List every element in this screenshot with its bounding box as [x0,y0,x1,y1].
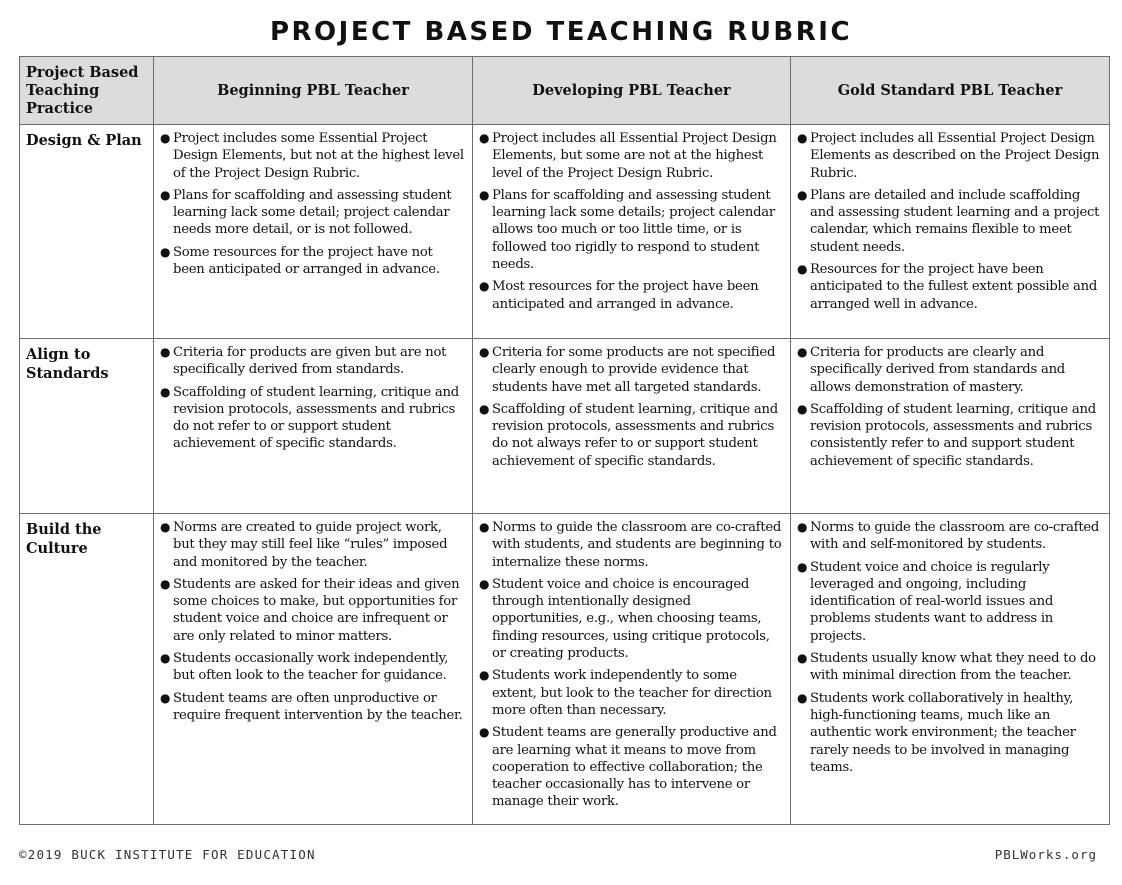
row-header-build-culture: Build the Culture [20,514,154,825]
list-item: ● Some resources for the project have not been anticipated or arranged in advance. [160,244,440,278]
list-item: ● Student voice and choice is encouraged through intentionally designed opportunities, e.g., when choosing teams, finding resources, using critique protocols, or creating products. [479,576,770,662]
cell-design-plan-developing [473,125,791,339]
cell-align-standards-beginning [154,339,473,514]
header-row [20,57,1110,125]
row-header-design-plan: Design & Plan [20,125,154,339]
list-item: ● Most resources for the project have been anticipated and arranged in advance. [479,279,759,312]
list-item: ● Scaffolding of student learning, critique and revision protocols, assessments and rubrics do not refer to or support student achievement of specific standards. [160,384,459,452]
list-item: ● Norms to guide the classroom are co-crafted with and self-monitored by students. [797,520,1100,553]
list-item: ● Criteria for products are clearly and specifically derived from standards and allows demonstration of mastery. [797,345,1065,395]
list-item: ● Plans are detailed and include scaffolding and assessing student learning and a project calendar, which remains flexible to meet student needs. [797,187,1100,255]
header-gold-standard: Gold Standard PBL Teacher [791,57,1110,125]
list-item: ● Student voice and choice is regularly leveraged and ongoing, including identification of real-world issues and problems students want to address in projects. [797,559,1054,644]
list-item: ● Project includes all Essential Project Design Elements as described on the Project Design Rubric. [797,131,1100,181]
list-item: ● Resources for the project have been anticipated to the fullest extent possible and arranged well in advance. [797,262,1098,312]
list-item: ● Scaffolding of student learning, critique and revision protocols, assessments and rubrics consistently refer to and support student achievement of specific standards. [797,401,1096,469]
list-item: ● Criteria for some products are not specified clearly enough to provide evidence that students have met all targeted standards. [479,345,776,395]
list-item: ● Student teams are generally productive and are learning what it means to move from cooperation to effective collaboration; the teacher occasionally has to intervene or manage their work. [479,725,777,810]
cell-align-standards-gold [791,339,1110,514]
list-item: ● Students work collaboratively in healthy, high-functioning teams, much like an authentic work environment; the teacher rarely needs to be involved in managing teams. [797,690,1076,775]
cell-align-standards-developing [473,339,791,514]
list-item: ● Student teams are often unproductive or require frequent intervention by the teacher. [160,690,463,723]
table-row [20,125,1110,339]
rubric-table [19,56,1110,825]
cell-build-culture-beginning [154,514,473,825]
list-item: ● Plans for scaffolding and assessing student learning lack some details; project calendar allows too much or too little time, or is followed too rigidly to respond to student needs. [479,187,775,273]
header-practice: Project Based Teaching Practice [20,57,154,125]
list-item: ● Students occasionally work independently, but often look to the teacher for guidance. [160,651,449,684]
list-item: ● Students usually know what they need to do with minimal direction from the teacher. [797,651,1096,684]
list-item: ● Students are asked for their ideas and given some choices to make, but opportunities for student voice and choice are infrequent or are only related to minor matters. [160,576,460,644]
list-item: ● Norms to guide the classroom are co-crafted with students, and students are beginning to internalize these norms. [479,520,782,570]
list-item: ● Project includes all Essential Project Design Elements, but some are not at the highest level of the Project Design Rubric. [479,131,777,181]
cell-design-plan-beginning [154,125,473,339]
list-item: ● Scaffolding of student learning, critique and revision protocols, assessments and rubrics do not always refer to or support student achievement of specific standards. [479,401,778,469]
table-row [20,339,1110,514]
website-link[interactable]: PBLWorks.org [994,847,1097,862]
list-item: ● Students work independently to some extent, but look to the teacher for direction more often than necessary. [479,668,772,718]
list-item: ● Norms are created to guide project work, but they may still feel like “rules” imposed and monitored by the teacher. [160,520,448,570]
cell-build-culture-developing [473,514,791,825]
list-item: ● Plans for scaffolding and assessing student learning lack some detail; project calendar needs more detail, or is not followed. [160,187,452,238]
list-item: ● Project includes some Essential Project Design Elements, but not at the highest level of the Project Design Rubric. [160,131,464,181]
table-row [20,514,1110,825]
header-developing: Developing PBL Teacher [473,57,791,125]
cell-build-culture-gold [791,514,1110,825]
row-header-align-standards: Align to Standards [20,339,154,514]
copyright-notice: ©2019 BUCK INSTITUTE FOR EDUCATION [19,847,316,862]
cell-design-plan-gold [791,125,1110,339]
header-beginning: Beginning PBL Teacher [154,57,473,125]
page-title: PROJECT BASED TEACHING RUBRIC [269,17,853,47]
list-item: ● Criteria for products are given but are not specifically derived from standards. [160,345,447,378]
